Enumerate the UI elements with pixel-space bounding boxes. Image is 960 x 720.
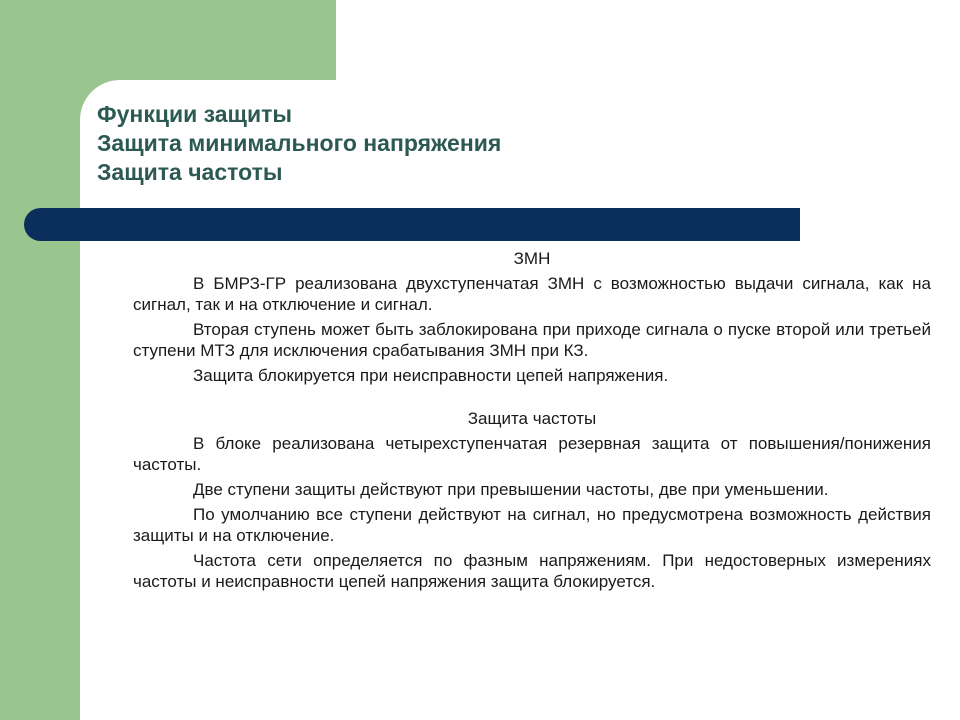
slide-title	[97, 100, 797, 187]
paragraph: Защита блокируется при неисправности цепей напряжения.	[193, 366, 669, 385]
paragraph: По умолчанию все ступени действуют на сигнал, но предусмотрена возможность действия защиты и на отключение.	[133, 505, 931, 545]
header-divider-bar	[24, 208, 800, 241]
paragraph: Две ступени защиты действуют при превышении частоты, две при уменьшении.	[193, 480, 829, 499]
paragraph: В БМРЗ-ГР реализована двухступенчатая ЗМН с возможностью выдачи сигнала, как на сигнал, так и на отключение и сигнал.	[133, 274, 931, 314]
paragraph: Вторая ступень может быть заблокирована при приходе сигнала о пуске второй или третьей ступени МТЗ для исключения срабатывания ЗМН при КЗ.	[133, 320, 931, 360]
slide-body	[133, 248, 931, 596]
paragraph: В блоке реализована четырехступенчатая резервная защита от повышения/понижения частоты.	[133, 434, 931, 474]
paragraph: Частота сети определяется по фазным напряжениям. При недостоверных измерениях частоты и неисправности цепей напряжения защита блокируется.	[133, 551, 931, 591]
title-line-1: Функции защиты	[97, 101, 293, 127]
title-line-3: Защита частоты	[97, 159, 283, 185]
section-heading-frequency: Защита частоты	[467, 409, 597, 428]
section-heading-zmn: ЗМН	[513, 249, 551, 268]
title-line-2: Защита минимального напряжения	[97, 130, 502, 156]
